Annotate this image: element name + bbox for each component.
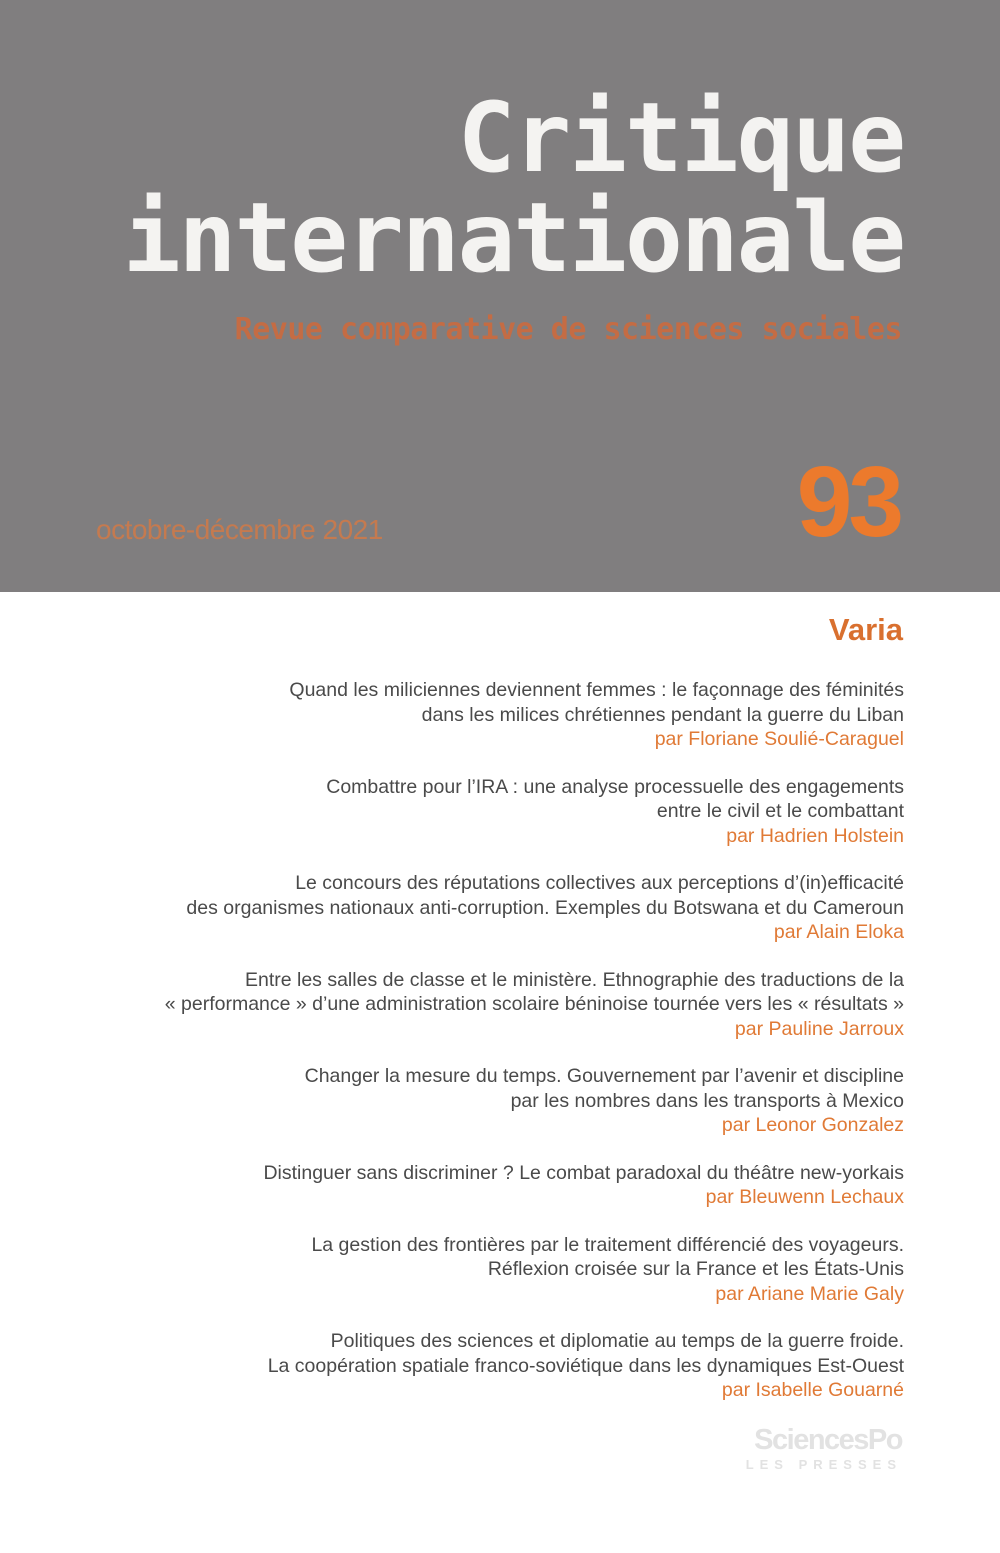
article-author: par Bleuwenn Lechaux [705, 1186, 904, 1208]
article-title-line: Quand les miliciennes deviennent femmes : le façonnage des féminités [289, 679, 904, 701]
article-entry [44, 1329, 904, 1403]
publisher-sub: LES PRESSES [745, 1457, 902, 1472]
article-title-line: par les nombres dans les transports à Mexico [510, 1089, 904, 1112]
article-title-line: dans les milices chrétiennes pendant la guerre du Liban [421, 703, 904, 726]
article-title-line: La coopération spatiale franco-soviétique dans les dynamiques Est-Ouest [267, 1354, 904, 1377]
article-title-line: Changer la mesure du temps. Gouvernement par l’avenir et discipline [304, 1065, 904, 1087]
article-title-line: La gestion des frontières par le traitement différencié des voyageurs. [311, 1233, 904, 1256]
article-title-line: Entre les salles de classe et le ministère. Ethnographie des traductions de la [244, 968, 904, 991]
journal-title-line2: internationale [122, 182, 904, 294]
issue-dates: octobre-décembre 2021 [96, 514, 383, 545]
article-author: par Ariane Marie Galy [715, 1282, 904, 1305]
article-entry [44, 1161, 904, 1210]
article-entry [44, 1064, 904, 1138]
cover-header [0, 0, 1000, 592]
table-of-contents [44, 678, 904, 1426]
article-title-line: Politiques des sciences et diplomatie au temps de la guerre froide. [330, 1330, 904, 1352]
article-author: par Isabelle Gouarné [721, 1379, 904, 1401]
article-title-line: Réflexion croisée sur la France et les États-Unis [487, 1258, 904, 1280]
article-author: par Floriane Soulié-Caraguel [654, 728, 904, 750]
article-entry [44, 775, 904, 849]
article-title-line: Distinguer sans discriminer ? Le combat paradoxal du théâtre new-yorkais [263, 1161, 904, 1184]
publisher-logo [746, 1426, 902, 1472]
publisher-name: SciencesPo [754, 1424, 902, 1456]
journal-title-line1: Critique [457, 82, 904, 194]
article-author: par Pauline Jarroux [734, 1017, 904, 1040]
article-entry [44, 678, 904, 752]
section-heading: Varia [828, 612, 903, 647]
article-title-line: Le concours des réputations collectives aux perceptions d’(in)efficacité [295, 872, 904, 894]
article-title-line: Combattre pour l’IRA : une analyse processuelle des engagements [326, 775, 904, 798]
article-entry [44, 1233, 904, 1307]
article-title-line: des organismes nationaux anti-corruption. Exemples du Botswana et du Cameroun [186, 896, 904, 919]
article-entry [44, 871, 904, 945]
article-author: par Leonor Gonzalez [721, 1114, 904, 1136]
issue-number: 93 [796, 446, 900, 558]
article-title-line: entre le civil et le combattant [656, 800, 904, 822]
article-author: par Alain Eloka [773, 921, 904, 943]
article-title-line: « performance » d’une administration scolaire béninoise tournée vers les « résultats » [164, 993, 904, 1015]
journal-subtitle: Revue comparative de sciences sociales [234, 312, 902, 347]
article-entry [44, 968, 904, 1042]
article-author: par Hadrien Holstein [726, 824, 904, 847]
